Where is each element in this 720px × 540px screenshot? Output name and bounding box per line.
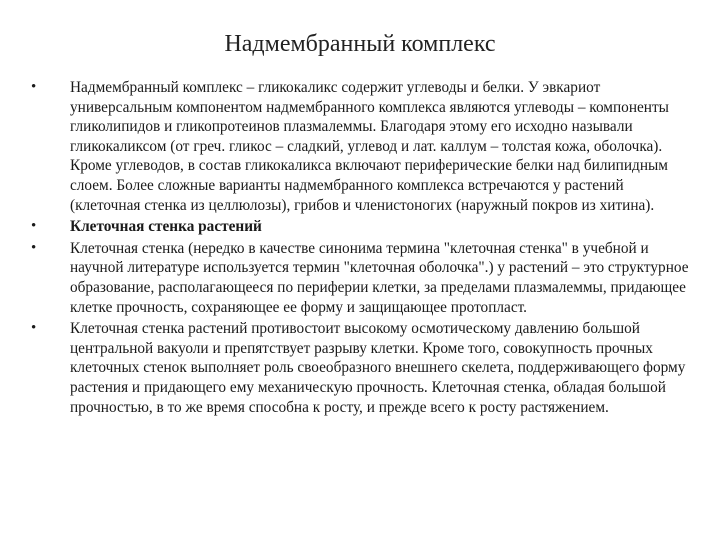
bullet-dot-icon: • — [31, 218, 37, 235]
bullet-item-heading — [30, 217, 694, 237]
bullet-dot-icon: • — [31, 79, 37, 95]
bullet-heading: Клеточная стенка растений — [70, 218, 262, 236]
bullet-text: Надмембранный комплекс – гликокаликс содержит углеводы и белки. У эвкариот универсальным компонентом надмембранного комплекса являются углеводы – компоненты гликолипидов и гликопротеинов плазмалеммы. Благодаря этому его исходно называли гликокаликсом (от греч. гликос – сладкий, углевод и лат. каллум – толстая кожа, оболочка). Кроме углеводов, в состав гликокаликса включают периферические белки над билипидным слоем. Более сложные варианты надмембранного комплекса встречаются у растений (клеточная стенка из целлюлозы), грибов и членистоногих (наружный покров из хитина). — [70, 79, 669, 214]
bullet-item-definition — [30, 239, 694, 317]
bullet-list — [30, 78, 694, 419]
bullet-dot-icon: • — [31, 239, 37, 256]
bullet-text: Клеточная стенка растений противостоит высокому осмотическому давлению большой центральной вакуоли и препятствует разрыву клетки. Кроме того, совокупность прочных клеточных стенок выполняет роль своеобразного внешнего скелета, поддерживающего форму растения и придающего ему механическую прочность. Клеточная стенка, обладая большой прочностью, в то же время способна к росту, и прежде всего к росту растяжением. — [70, 320, 686, 416]
bullet-item-glycocalyx — [30, 78, 694, 215]
bullet-item-function — [30, 319, 694, 417]
slide-title: Надмембранный комплекс — [224, 31, 496, 57]
bullet-dot-icon: • — [31, 320, 37, 337]
bullet-text: Клеточная стенка (нередко в качестве синонима термина "клеточная стенка" в учебной и научной литературе используется термин "клеточная оболочка".) у растений – это структурное образование, располагающееся по периферии клетки, за пределами плазмалеммы, придающее клетке прочность, сохраняющее ее форму и защищающее протопласт. — [70, 239, 689, 316]
